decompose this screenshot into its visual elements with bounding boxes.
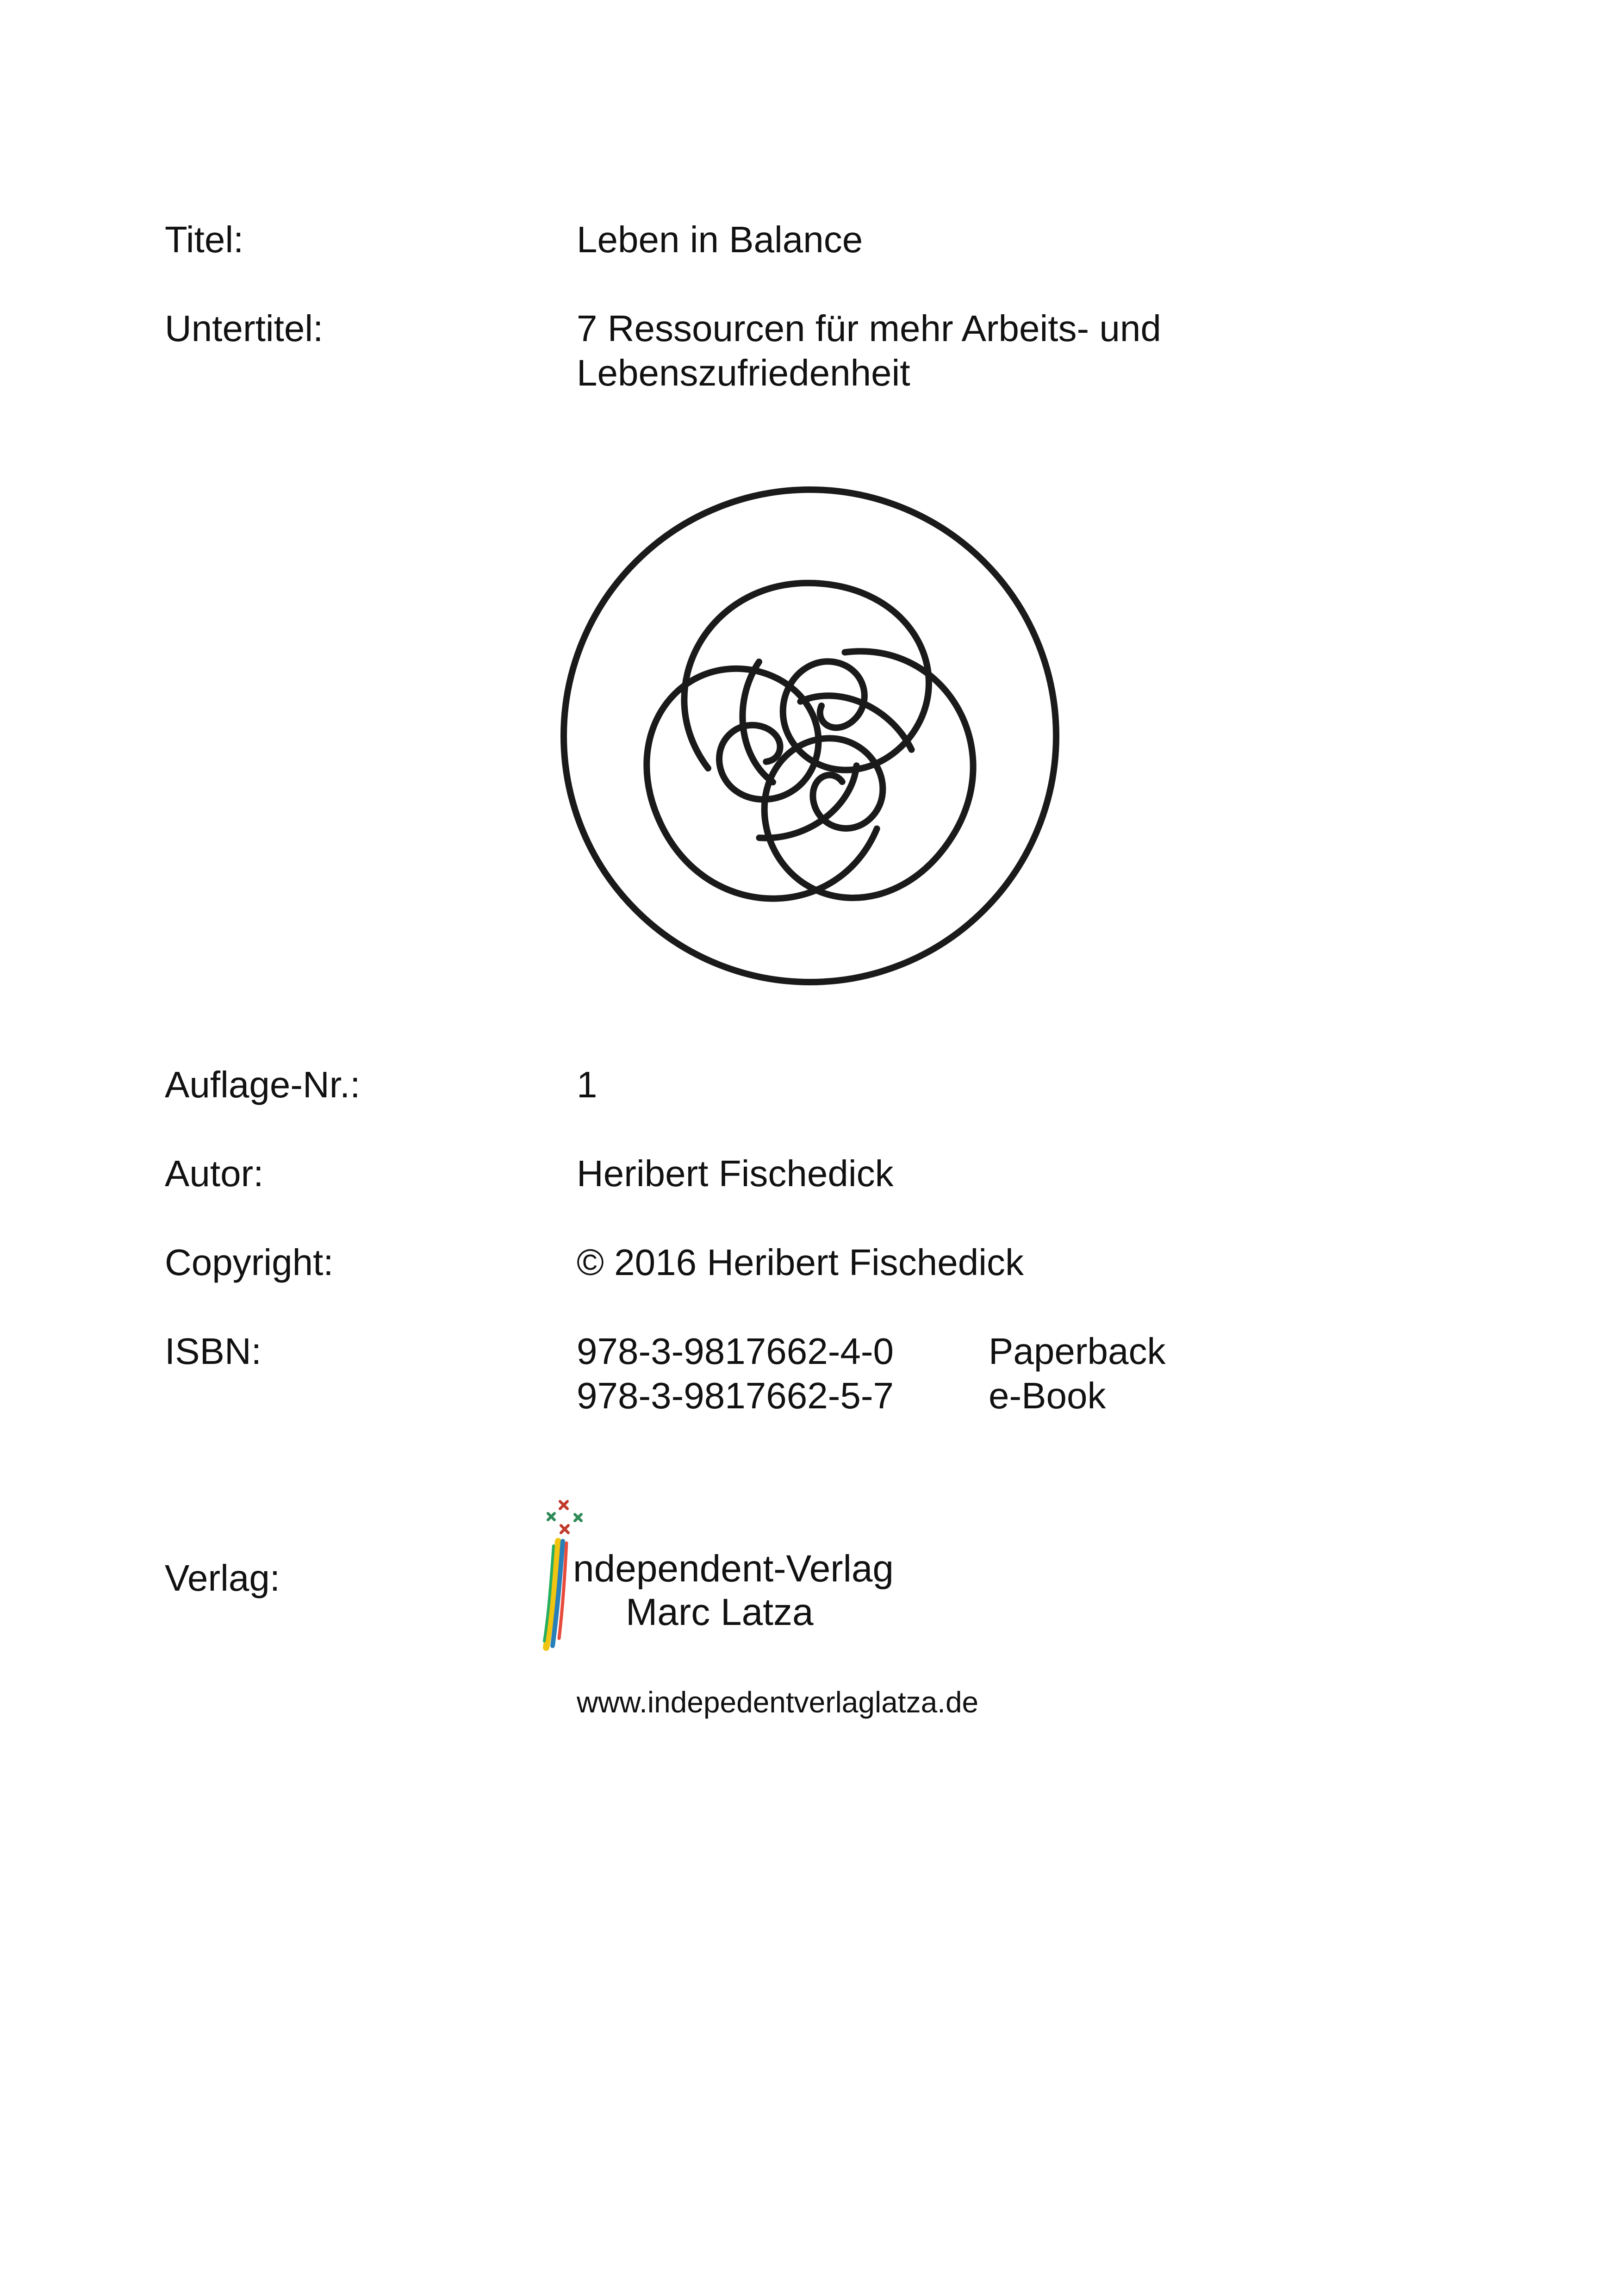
isbn-number: 978-3-9817662-4-0 bbox=[577, 1331, 894, 1372]
isbn-format: e-Book bbox=[989, 1375, 1106, 1416]
triskele-icon bbox=[555, 481, 1064, 990]
auflage-value: 1 bbox=[577, 1064, 597, 1105]
untertitel-line1: 7 Ressourcen für mehr Arbeits- und bbox=[577, 308, 1161, 349]
copyright-label: Copyright: bbox=[165, 1242, 334, 1283]
publisher-url[interactable]: www.indepedentverlaglatza.de bbox=[577, 1686, 979, 1719]
verlag-label: Verlag: bbox=[165, 1557, 280, 1599]
autor-label: Autor: bbox=[165, 1153, 264, 1194]
untertitel-label: Untertitel: bbox=[165, 308, 324, 349]
autor-value: Heribert Fischedick bbox=[577, 1153, 894, 1194]
untertitel-line2: Lebenszufriedenheit bbox=[577, 352, 910, 393]
titel-label: Titel: bbox=[165, 219, 244, 260]
publisher-logo-line2: Marc Latza bbox=[626, 1591, 814, 1633]
isbn-label: ISBN: bbox=[165, 1331, 261, 1372]
isbn-number: 978-3-9817662-5-7 bbox=[577, 1375, 894, 1416]
auflage-label: Auflage-Nr.: bbox=[165, 1064, 361, 1105]
isbn-format: Paperback bbox=[989, 1331, 1166, 1372]
publisher-logo-line1: ndependent-Verlag bbox=[573, 1548, 894, 1590]
copyright-value: © 2016 Heribert Fischedick bbox=[577, 1242, 1024, 1283]
titel-value: Leben in Balance bbox=[577, 219, 863, 260]
